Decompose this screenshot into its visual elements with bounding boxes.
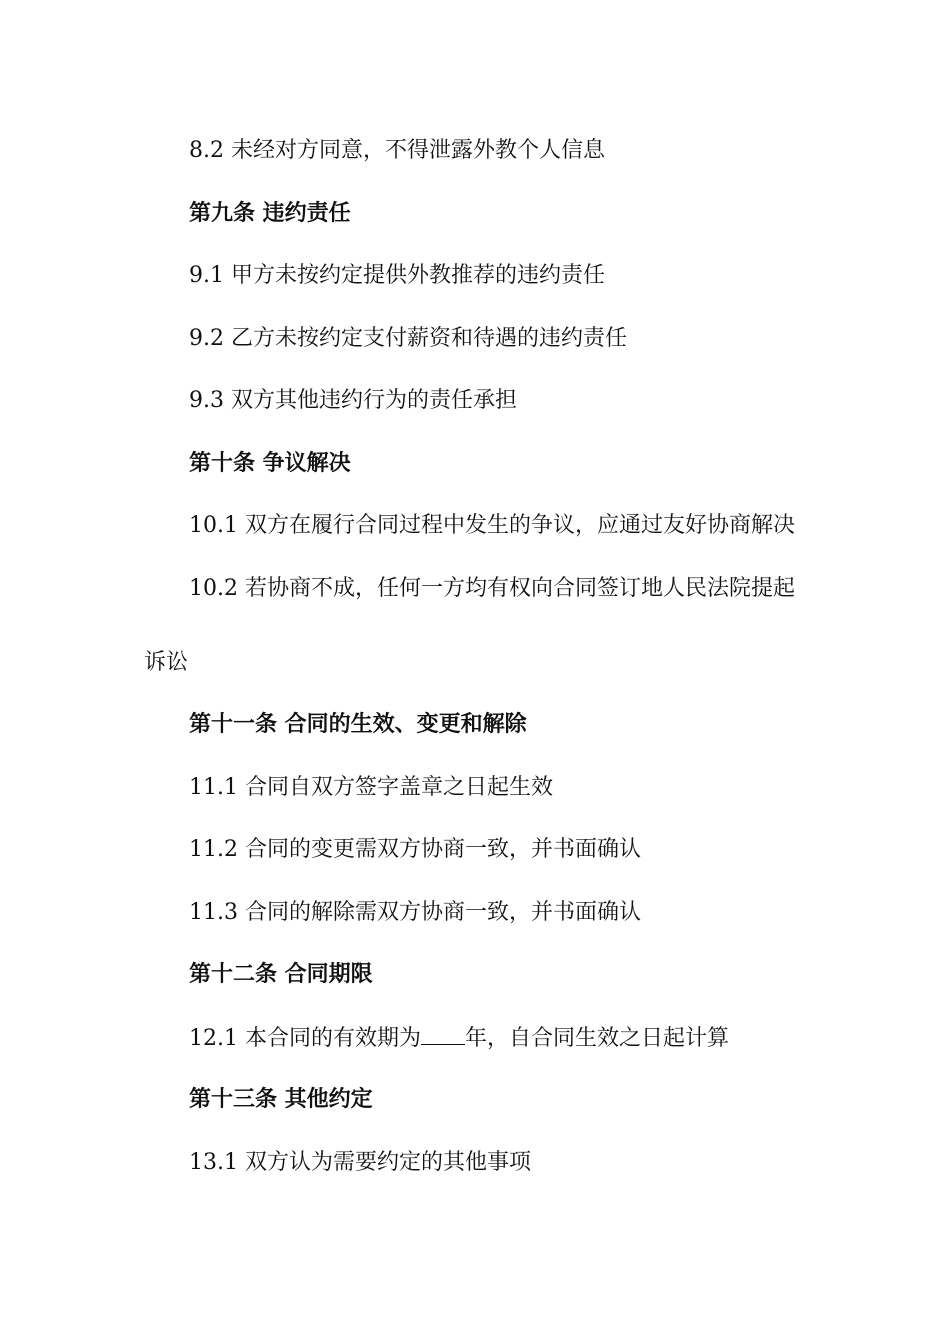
clause-12-1-text-before: 12.1 本合同的有效期为 xyxy=(189,1026,421,1051)
term-years-blank xyxy=(421,1018,465,1045)
clause-10-1: 10.1 双方在履行合同过程中发生的争议，应通过友好协商解决 xyxy=(189,513,795,538)
article-10-heading: 第十条 争议解决 xyxy=(189,451,351,476)
clause-12-1-text-after: 年，自合同生效之日起计算 xyxy=(464,1026,729,1051)
clause-9-1: 9.1 甲方未按约定提供外教推荐的违约责任 xyxy=(189,263,605,288)
clause-9-2: 9.2 乙方未按约定支付薪资和待遇的违约责任 xyxy=(189,326,627,351)
clause-11-1: 11.1 合同自双方签字盖章之日起生效 xyxy=(189,775,553,800)
clause-11-2: 11.2 合同的变更需双方协商一致，并书面确认 xyxy=(189,837,641,862)
clause-13-1: 13.1 双方认为需要约定的其他事项 xyxy=(189,1150,531,1175)
clause-8-2: 8.2 未经对方同意，不得泄露外教个人信息 xyxy=(189,138,605,163)
article-9-heading: 第九条 违约责任 xyxy=(189,201,351,226)
clause-10-2-continuation: 诉讼 xyxy=(144,650,189,675)
article-12-heading: 第十二条 合同期限 xyxy=(189,962,373,987)
article-13-heading: 第十三条 其他约定 xyxy=(189,1087,373,1112)
clause-10-2: 10.2 若协商不成，任何一方均有权向合同签订地人民法院提起 xyxy=(189,576,795,601)
clause-11-3: 11.3 合同的解除需双方协商一致，并书面确认 xyxy=(189,900,641,925)
article-11-heading: 第十一条 合同的生效、变更和解除 xyxy=(189,712,527,737)
clause-12-1 xyxy=(0,1018,950,1058)
clause-9-3: 9.3 双方其他违约行为的责任承担 xyxy=(189,388,517,413)
